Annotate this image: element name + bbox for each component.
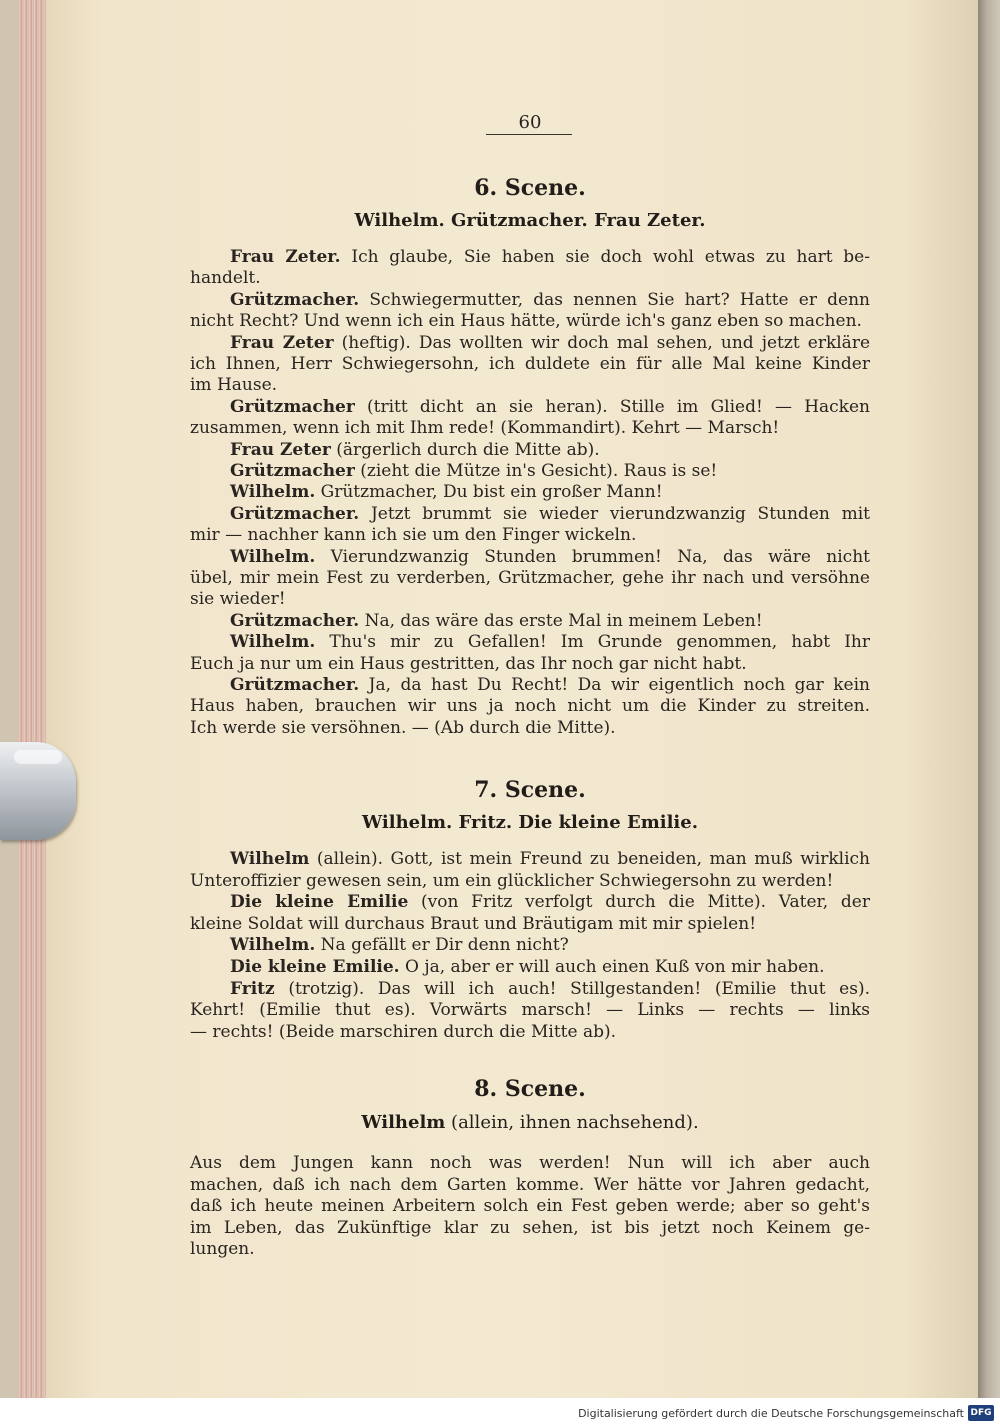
text-line (190, 267, 870, 289)
scene-8-title: 8. Scene. (474, 1076, 586, 1102)
text-line (190, 310, 870, 332)
text-line (190, 481, 870, 503)
text-line (190, 524, 870, 546)
text-line (190, 978, 870, 1000)
speaker-name: Frau Zeter. (230, 247, 341, 267)
line-text: Ich werde sie versöhnen. — (Ab durch die Mitte). (190, 717, 616, 738)
line-text: Kehrt! (Emilie thut es). Vorwärts marsch! — Links — rechts — links (190, 1000, 870, 1021)
speaker-name: Die kleine Emilie (230, 892, 409, 913)
text-line (190, 417, 870, 439)
line-text: (zieht die Mütze in's Gesicht). Raus is se! (354, 461, 718, 481)
text-line (190, 289, 870, 311)
text-line (190, 460, 870, 482)
line-text: handelt. (190, 268, 261, 289)
speaker-name: Grützmacher. (230, 610, 360, 631)
scene-7-cast: Wilhelm. Fritz. Die kleine Emilie. (362, 812, 698, 833)
line-text: machen, daß ich nach dem Garten komme. Wer hätte vor Jahren gedacht, (190, 1174, 870, 1195)
line-text: Vierundzwanzig Stunden brummen! Na, das wäre nicht (315, 546, 870, 567)
text-line (190, 332, 870, 354)
line-text: Na gefällt er Dir denn nicht? (315, 935, 569, 956)
scene-8-cast (190, 1112, 870, 1133)
text-line (190, 1195, 870, 1217)
line-text: Na, das wäre das erste Mal in meinem Leben! (359, 610, 763, 631)
line-text: nicht Recht? Und wenn ich ein Haus hätte, würde ich's ganz eben so machen. (190, 311, 862, 332)
scene-8-cast-direction: (allein, ihnen nachsehend). (445, 1112, 699, 1133)
line-text: (heftig). Das wollten wir doch mal sehen, und jetzt erkläre (333, 332, 871, 353)
line-text: (ärgerlich durch die Mitte ab). (330, 439, 600, 460)
speaker-name: Fritz (230, 978, 275, 999)
text-line (190, 374, 870, 396)
page-clip (0, 742, 76, 840)
line-text: im Hause. (190, 375, 278, 396)
line-text: Haus haben, brauchen wir uns ja noch nicht um die Kinder zu streiten. (190, 696, 870, 717)
text-line (190, 956, 870, 978)
scene-6-title: 6. Scene. (474, 175, 586, 201)
speaker-name: Wilhelm. (230, 935, 316, 956)
text-line (190, 934, 870, 956)
text-line (190, 1217, 870, 1239)
clip-shine (14, 750, 62, 764)
text-line (190, 610, 870, 632)
text-line (190, 396, 870, 418)
line-text: Schwiegermutter, das nennen Sie hart? Hatte er denn (359, 289, 870, 310)
page-number: 60 (518, 112, 542, 133)
text-line (190, 546, 870, 568)
line-text: sie wieder! (190, 589, 286, 610)
line-text: Ich glaube, Sie haben sie doch wohl etwas zu hart be- (340, 247, 870, 267)
text-line (190, 653, 870, 675)
text-line (190, 439, 870, 461)
line-text: ich Ihnen, Herr Schwiegersohn, ich duldete ein für alle Mal keine Kinder (190, 354, 870, 374)
page-number-rule (486, 134, 572, 135)
speaker-name: Grützmacher (230, 396, 355, 417)
speaker-name: Grützmacher. (230, 675, 360, 695)
text-line (190, 913, 870, 935)
text-line (190, 246, 870, 268)
text-line (190, 999, 870, 1021)
line-text: Euch ja nur um ein Haus gestritten, das Ihr noch gar nicht habt. (190, 653, 747, 674)
line-text: mir — nachher kann ich sie um den Finger wickeln. (190, 525, 637, 546)
speaker-name: Frau Zeter (230, 439, 331, 460)
line-text: (allein). Gott, ist mein Freund zu beneiden, man muß wirklich (309, 849, 870, 869)
text-line (190, 1021, 870, 1043)
line-text: (tritt dicht an sie heran). Stille im Glied! — Hacken (354, 396, 870, 417)
speaker-name: Wilhelm. (230, 482, 316, 503)
text-line (190, 567, 870, 589)
scene-7-title: 7. Scene. (474, 777, 586, 803)
text-line (190, 1238, 870, 1260)
speaker-name: Wilhelm. (230, 546, 316, 567)
text-line (190, 870, 870, 892)
line-text: Grützmacher, Du bist ein großer Mann! (315, 482, 663, 503)
line-text: Unteroffizier gewesen sein, um ein glücklicher Schwiegersohn zu werden! (190, 870, 834, 891)
text-line (190, 588, 870, 610)
line-text: daß ich heute meinen Arbeitern solch ein Fest geben werde; aber so geht's (190, 1196, 870, 1216)
text-line (190, 695, 870, 717)
text-line (190, 717, 870, 739)
dfg-logo: DFG (968, 1405, 994, 1421)
text-line (190, 503, 870, 525)
line-text: zusammen, wenn ich mit Ihm rede! (Kommandirt). Kehrt — Marsch! (190, 418, 780, 439)
text-line (190, 848, 870, 870)
line-text: übel, mir mein Fest zu verderben, Grützmacher, gehe ihr nach und versöhne (190, 568, 870, 588)
text-line (190, 1174, 870, 1196)
text-line (190, 674, 870, 696)
line-text: lungen. (190, 1239, 255, 1259)
speaker-name: Wilhelm (230, 849, 310, 869)
book-gutter (978, 0, 1000, 1398)
text-line (190, 1152, 870, 1174)
line-text: (von Fritz verfolgt durch die Mitte). Vater, der (408, 892, 870, 913)
text-line (190, 353, 870, 375)
page-edges (18, 0, 48, 1398)
text-line (190, 891, 870, 913)
speaker-name: Die kleine Emilie. (230, 957, 400, 977)
speaker-name: Wilhelm. (230, 632, 316, 653)
speaker-name: Frau Zeter (230, 332, 334, 353)
speaker-name: Grützmacher. (230, 289, 360, 310)
line-text: Thu's mir zu Gefallen! Im Grunde genommen, habt Ihr (315, 632, 870, 653)
speaker-name: Grützmacher. (230, 503, 360, 524)
line-text: (trotzig). Das will ich auch! Stillgestanden! (Emilie thut es). (274, 978, 870, 999)
line-text: Aus dem Jungen kann noch was werden! Nun will ich aber auch (190, 1153, 870, 1173)
line-text: O ja, aber er will auch einen Kuß von mir haben. (399, 957, 825, 977)
speaker-name: Grützmacher (230, 461, 355, 481)
text-line (190, 631, 870, 653)
line-text: — rechts! (Beide marschiren durch die Mitte ab). (190, 1021, 617, 1042)
line-text: kleine Soldat will durchaus Braut und Bräutigam mit mir spielen! (190, 913, 757, 934)
line-text: im Leben, das Zukünftige klar zu sehen, ist bis jetzt noch Keinem ge- (190, 1217, 870, 1238)
footer-credit: Digitalisierung gefördert durch die Deutsche Forschungsgemeinschaft (578, 1407, 964, 1420)
line-text: Jetzt brummt sie wieder vierundzwanzig Stunden mit (359, 503, 870, 524)
scene-6-cast: Wilhelm. Grützmacher. Frau Zeter. (354, 210, 706, 231)
scene-8-cast-speaker: Wilhelm (361, 1112, 446, 1133)
line-text: Ja, da hast Du Recht! Da wir eigentlich noch gar kein (359, 675, 870, 695)
